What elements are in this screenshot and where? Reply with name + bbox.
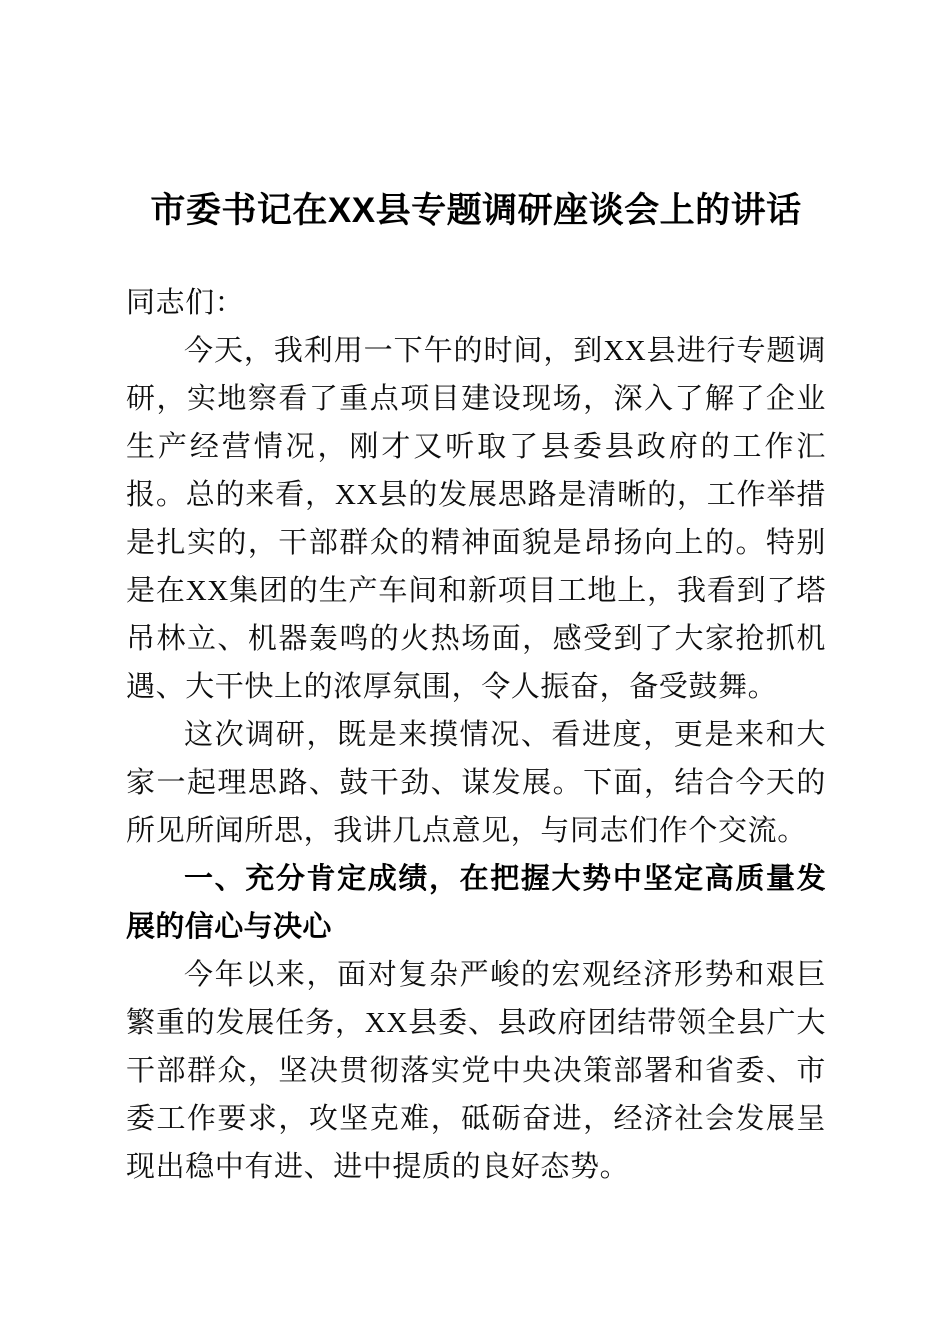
- salutation-line: 同志们：: [126, 287, 245, 319]
- document-body: [126, 279, 826, 1191]
- body-paragraph: 今年以来，面对复杂严峻的宏观经济形势和艰巨繁重的发展任务，XX县委、县政府团结带领全县广大干部群众，坚决贯彻落实党中央决策部署和省委、市委工作要求，攻坚克难，砥砺奋进，经济社会发展呈现出稳中有进、进中提质的良好态势。: [126, 959, 826, 1183]
- section-heading: 一、充分肯定成绩，在把握大势中坚定高质量发展的信心与决心: [126, 863, 826, 943]
- body-paragraph: 今天，我利用一下午的时间，到XX县进行专题调研，实地察看了重点项目建设现场，深入了解了企业生产经营情况，刚才又听取了县委县政府的工作汇报。总的来看，XX县的发展思路是清晰的，工作举措是扎实的，干部群众的精神面貌是昂扬向上的。特别是在XX集团的生产车间和新项目工地上，我看到了塔吊林立、机器轰鸣的火热场面，感受到了大家抢抓机遇、大干快上的浓厚氛围，令人振奋，备受鼓舞。: [126, 335, 826, 703]
- page-title: 市委书记在XX县专题调研座谈会上的讲话: [150, 191, 802, 230]
- document-content: [126, 0, 826, 1191]
- body-paragraph: 这次调研，既是来摸情况、看进度，更是来和大家一起理思路、鼓干劲、谋发展。下面，结合今天的所见所闻所思，我讲几点意见，与同志们作个交流。: [126, 719, 826, 847]
